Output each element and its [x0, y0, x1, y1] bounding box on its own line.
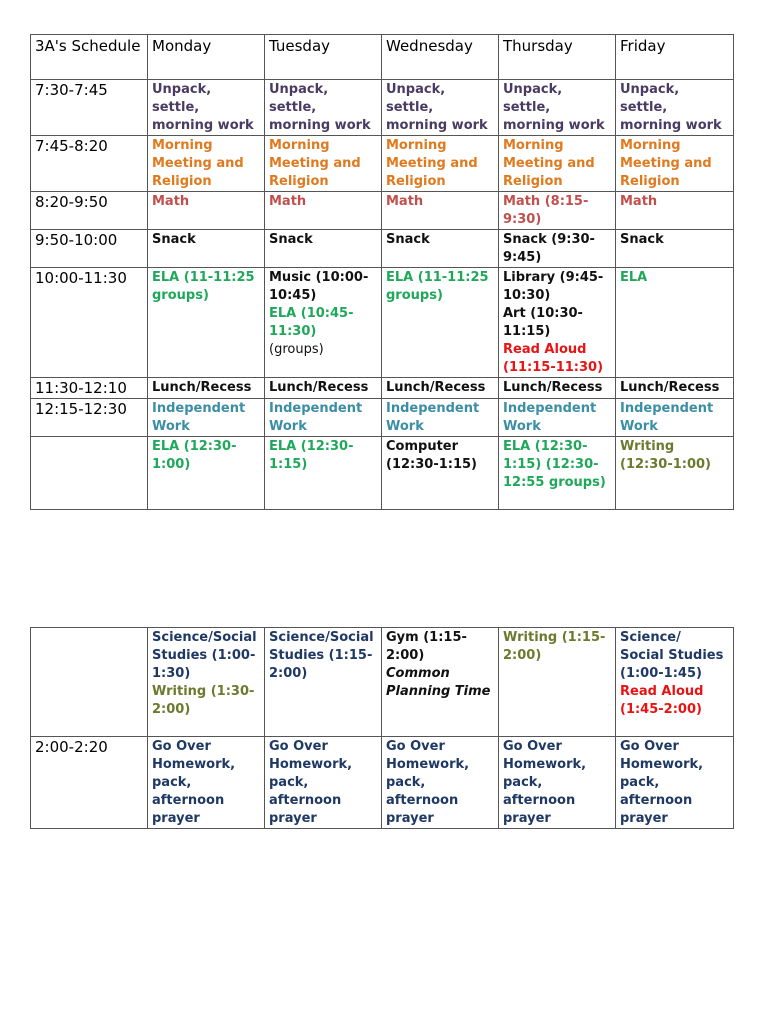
schedule-cell — [148, 80, 265, 136]
activity-text: Independent Work — [152, 401, 246, 434]
activity-text: Unpack, settle, morning work — [503, 82, 605, 133]
activity-text: Go Over Homework, pack, afternoon prayer — [269, 739, 353, 826]
schedule-cell — [265, 737, 382, 829]
schedule-cell — [499, 437, 616, 510]
schedule-cell — [382, 230, 499, 268]
activity-text: Unpack, settle, morning work — [620, 82, 722, 133]
schedule-cell — [616, 136, 734, 192]
activity-text: Science/Social Studies (1:15-2:00) — [269, 630, 374, 681]
schedule-cell — [382, 437, 499, 510]
activity-text: Unpack, settle, morning work — [152, 82, 254, 133]
activity-text: ELA — [620, 270, 648, 285]
activity-text: ELA (12:30-1:15) (12:30-12:55 groups) — [503, 439, 606, 490]
activity-text: Lunch/Recess — [620, 380, 720, 395]
activity-text: Writing (12:30-1:00) — [620, 439, 711, 472]
schedule-cell — [148, 628, 265, 737]
schedule-cell — [148, 136, 265, 192]
activity-text: Unpack, settle, morning work — [386, 82, 488, 133]
activity-text: (groups) — [269, 342, 324, 357]
activity-text: Writing (1:15-2:00) — [503, 630, 606, 663]
schedule-cell — [499, 378, 616, 399]
schedule-cell — [616, 80, 734, 136]
day-header: Thursday — [499, 35, 616, 80]
activity-text: Math (8:15-9:30) — [503, 194, 589, 227]
activity-text: Read Aloud (11:15-11:30) — [503, 342, 604, 375]
schedule-cell — [499, 399, 616, 437]
schedule-cell — [265, 136, 382, 192]
activity-text: Read Aloud (1:45-2:00) — [620, 684, 704, 717]
activity-text: Morning Meeting and Religion — [152, 138, 244, 189]
activity-text: ELA (12:30-1:15) — [269, 439, 354, 472]
table-row — [31, 437, 734, 510]
activity-text: Snack (9:30-9:45) — [503, 232, 595, 265]
schedule-cell — [148, 737, 265, 829]
activity-text: Science/Social Studies (1:00-1:30) — [152, 630, 257, 681]
schedule-cell — [499, 230, 616, 268]
activity-text: Science/ Social Studies (1:00-1:45) — [620, 630, 724, 681]
schedule-cell — [148, 268, 265, 378]
activity-text: Go Over Homework, pack, afternoon prayer — [503, 739, 587, 826]
schedule-cell — [616, 399, 734, 437]
day-header: Wednesday — [382, 35, 499, 80]
activity-text: Common Planning Time — [386, 666, 491, 699]
schedule-cell — [148, 399, 265, 437]
activity-text: Morning Meeting and Religion — [386, 138, 478, 189]
activity-text: Math — [386, 194, 424, 209]
schedule-cell — [499, 628, 616, 737]
activity-text: Lunch/Recess — [503, 380, 603, 395]
schedule-cell — [382, 268, 499, 378]
activity-text: Go Over Homework, pack, afternoon prayer — [152, 739, 236, 826]
time-slot: 10:00-11:30 — [31, 268, 148, 378]
activity-text: Unpack, settle, morning work — [269, 82, 371, 133]
activity-text: Independent Work — [503, 401, 597, 434]
activity-text: ELA (11-11:25 groups) — [386, 270, 489, 303]
activity-text: Math — [152, 194, 190, 209]
schedule-cell — [382, 378, 499, 399]
table-row — [31, 378, 734, 399]
schedule-cell — [499, 268, 616, 378]
activity-text: Math — [269, 194, 307, 209]
time-slot — [31, 437, 148, 510]
table-row — [31, 192, 734, 230]
schedule-cell — [382, 399, 499, 437]
activity-text: Lunch/Recess — [386, 380, 486, 395]
schedule-cell — [616, 378, 734, 399]
schedule-cell — [616, 628, 734, 737]
schedule-table-morning — [30, 34, 734, 510]
activity-text: Independent Work — [386, 401, 480, 434]
activity-text: Snack — [269, 232, 313, 247]
activity-text: Morning Meeting and Religion — [269, 138, 361, 189]
schedule-cell — [499, 136, 616, 192]
time-slot — [31, 628, 148, 737]
activity-text: ELA (11-11:25 groups) — [152, 270, 255, 303]
schedule-title: 3A's Schedule — [31, 35, 148, 80]
schedule-cell — [616, 230, 734, 268]
day-header: Friday — [616, 35, 734, 80]
schedule-cell — [382, 80, 499, 136]
table-row — [31, 80, 734, 136]
activity-text: Writing (1:30-2:00) — [152, 684, 255, 717]
schedule-cell — [616, 437, 734, 510]
schedule-cell — [382, 628, 499, 737]
activity-text: Gym (1:15-2:00) — [386, 630, 467, 663]
schedule-cell — [616, 192, 734, 230]
schedule-cell — [148, 192, 265, 230]
activity-text: Morning Meeting and Religion — [503, 138, 595, 189]
header-row — [31, 35, 734, 80]
time-slot: 11:30-12:10 — [31, 378, 148, 399]
table-row — [31, 136, 734, 192]
activity-text: Go Over Homework, pack, afternoon prayer — [620, 739, 704, 826]
activity-text: Independent Work — [269, 401, 363, 434]
table-row — [31, 399, 734, 437]
schedule-cell — [148, 230, 265, 268]
time-slot: 7:30-7:45 — [31, 80, 148, 136]
activity-text: Morning Meeting and Religion — [620, 138, 712, 189]
table-row — [31, 737, 734, 829]
time-slot: 9:50-10:00 — [31, 230, 148, 268]
table-row — [31, 628, 734, 737]
schedule-cell — [265, 268, 382, 378]
schedule-cell — [265, 80, 382, 136]
schedule-cell — [382, 192, 499, 230]
schedule-cell — [265, 230, 382, 268]
activity-text: Go Over Homework, pack, afternoon prayer — [386, 739, 470, 826]
schedule-table-afternoon — [30, 627, 734, 829]
day-header: Monday — [148, 35, 265, 80]
time-slot: 8:20-9:50 — [31, 192, 148, 230]
table-row — [31, 230, 734, 268]
schedule-cell — [616, 737, 734, 829]
schedule-cell — [265, 437, 382, 510]
activity-text: Independent Work — [620, 401, 714, 434]
activity-text: Snack — [620, 232, 664, 247]
schedule-cell — [148, 378, 265, 399]
day-header: Tuesday — [265, 35, 382, 80]
activity-text: ELA (10:45-11:30) — [269, 306, 354, 339]
time-slot: 7:45-8:20 — [31, 136, 148, 192]
activity-text: Music (10:00-10:45) — [269, 270, 369, 303]
activity-text: Lunch/Recess — [152, 380, 252, 395]
activity-text: Lunch/Recess — [269, 380, 369, 395]
schedule-cell — [265, 628, 382, 737]
table-row — [31, 268, 734, 378]
schedule-cell — [265, 378, 382, 399]
time-slot: 2:00-2:20 — [31, 737, 148, 829]
schedule-cell — [499, 80, 616, 136]
schedule-cell — [382, 136, 499, 192]
schedule-cell — [265, 399, 382, 437]
schedule-cell — [148, 437, 265, 510]
schedule-cell — [499, 192, 616, 230]
activity-text: Art (10:30-11:15) — [503, 306, 583, 339]
schedule-cell — [265, 192, 382, 230]
activity-text: Snack — [152, 232, 196, 247]
schedule-cell — [382, 737, 499, 829]
schedule-cell — [499, 737, 616, 829]
time-slot: 12:15-12:30 — [31, 399, 148, 437]
activity-text: Computer (12:30-1:15) — [386, 439, 477, 472]
activity-text: Library (9:45-10:30) — [503, 270, 604, 303]
activity-text: Snack — [386, 232, 430, 247]
activity-text: Math — [620, 194, 658, 209]
activity-text: ELA (12:30-1:00) — [152, 439, 237, 472]
schedule-cell — [616, 268, 734, 378]
